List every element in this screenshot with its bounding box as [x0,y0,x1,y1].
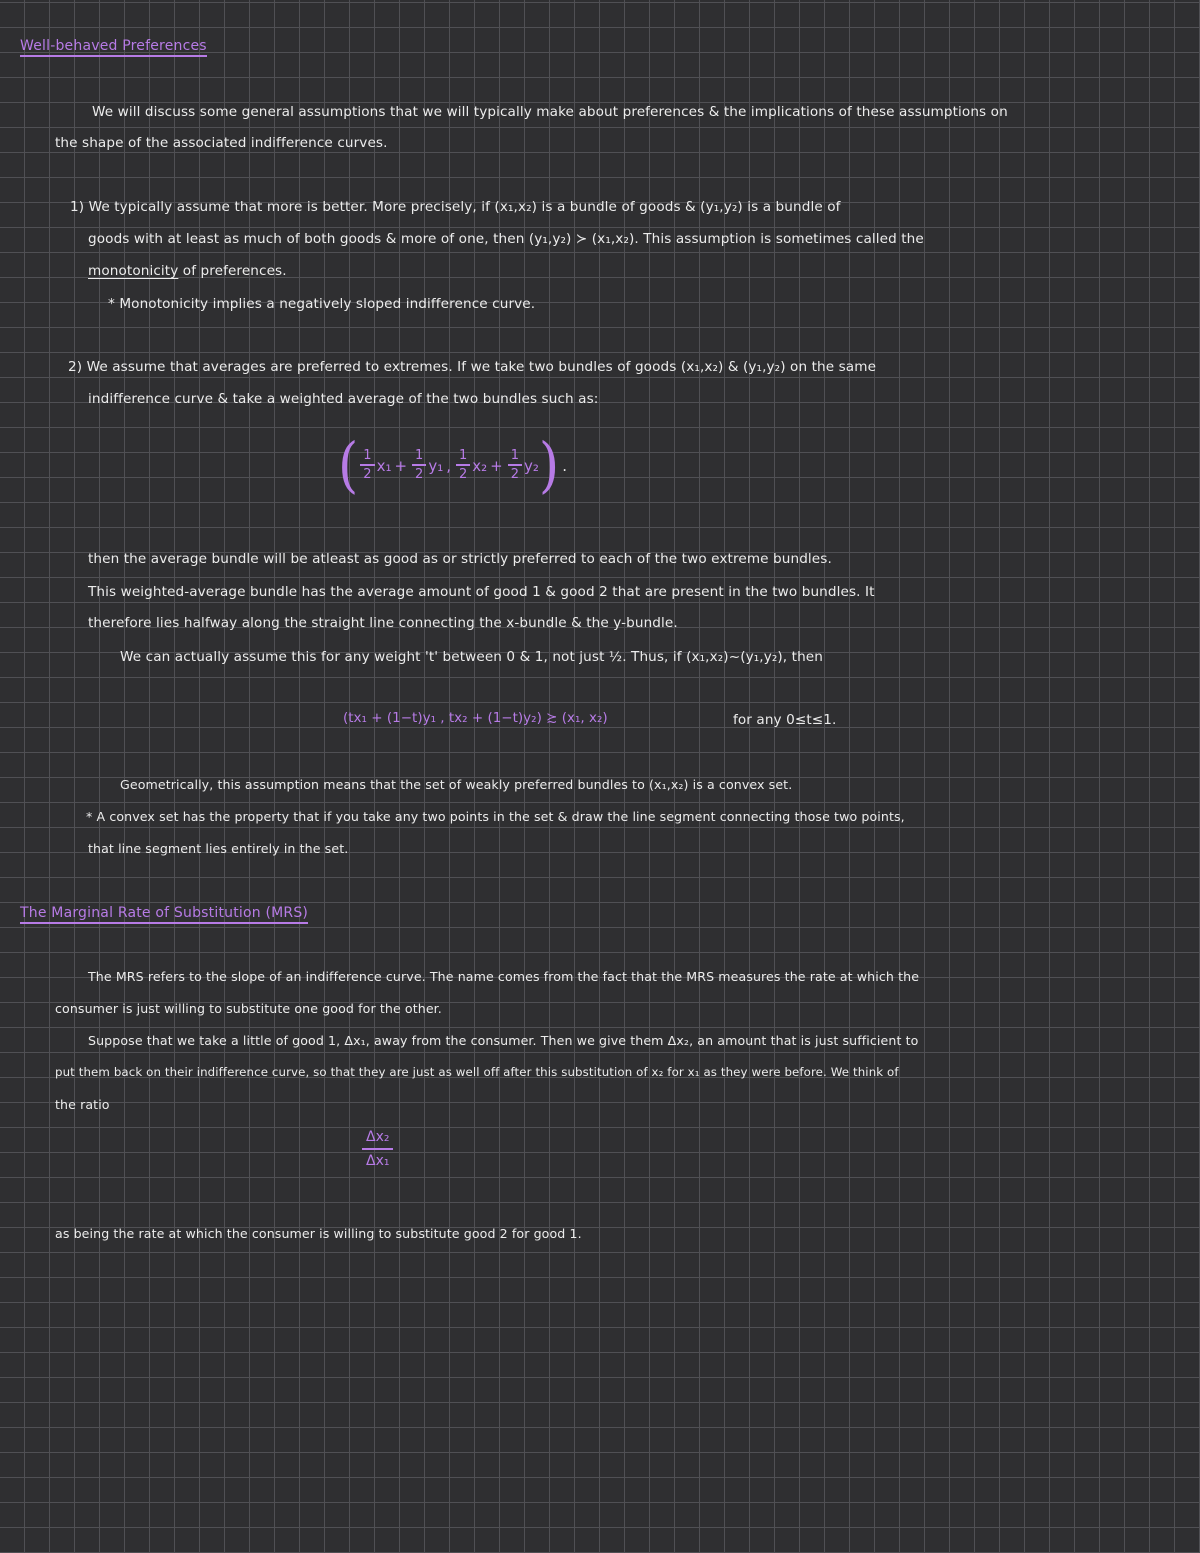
mrs-p2-line-1: Suppose that we take a little of good 1, Δx₁, away from the consumer. Then we give them Δx₂, an amount that is just sufficient to [88,1033,919,1048]
item1-line-2: goods with at least as much of both goods & more of one, then (y₁,y₂) ≻ (x₁,x₂). This assumption is sometimes called the [88,231,924,247]
plus-sign: + [490,457,503,475]
geometric-line: Geometrically, this assumption means that the set of weakly preferred bundles to (x₁,x₂) is a convex set. [120,777,793,792]
formula-term-2: $\frac{1}{2}$ y₁ [410,448,443,484]
item2-line-3: then the average bundle will be atleast as good as or strictly preferred to each of the two extreme bundles. [88,551,832,567]
convex-note-line-2: that line segment lies entirely in the set. [88,841,349,856]
item2-line-1: 2) We assume that averages are preferred to extremes. If we take two bundles of goods (x₁,x₂) & (y₁,y₂) on the same [68,359,877,375]
item1-line-1: 1) We typically assume that more is better. More precisely, if (x₁,x₂) is a bundle of goods & (y₁,y₂) is a bundle of [70,199,841,215]
formula-condition: for any 0≤t≤1. [733,712,837,728]
section-heading-mrs: The Marginal Rate of Substitution (MRS) [20,905,308,924]
plus-sign: + [394,457,408,475]
mrs-p1-line-1: The MRS refers to the slope of an indifference curve. The name comes from the fact that the MRS measures the rate at which the [88,969,920,984]
formula-term-3: $\frac{1}{2}$ x₂ [454,448,487,484]
mrs-ratio [362,1128,393,1172]
section-heading-well-behaved: Well-behaved Preferences [20,38,207,57]
mrs-closing-line: as being the rate at which the consumer is willing to substitute good 2 for good 1. [55,1226,582,1241]
mrs-p2-line-2: put them back on their indifference curve, so that they are just as well off after this substitution of x₂ for x₁ as they were before. We think of [55,1065,899,1079]
fraction-half: $\frac{1}{2}$ [360,448,374,484]
item2-line-6: We can actually assume this for any weight 't' between 0 & 1, not just ½. Thus, if (x₁,x₂)~(y₁,y₂), then [120,649,823,665]
ratio-numerator: Δx₂ [362,1128,393,1150]
fraction-half: $\frac{1}{2}$ [508,448,522,484]
intro-line-1: We will discuss some general assumptions that we will typically make about preferences & the implications of these assumptions on [92,104,1008,120]
item1-line-3 [88,263,287,279]
fraction-half: $\frac{1}{2}$ [412,448,426,484]
item2-line-4: This weighted-average bundle has the average amount of good 1 & good 2 that are present in the two bundles. It [88,584,875,600]
convex-note-line-1: * A convex set has the property that if you take any two points in the set & draw the line segment connecting those two points, [86,809,905,824]
monotonicity-note: * Monotonicity implies a negatively sloped indifference curve. [108,296,536,312]
weighted-average-formula [338,431,570,501]
mrs-p1-line-2: consumer is just willing to substitute one good for the other. [55,1001,442,1016]
formula-term-4: $\frac{1}{2}$ y₂ [506,448,539,484]
formula-right-paren: ) [538,431,560,501]
ratio-denominator: Δx₁ [366,1153,390,1169]
formula-term-1: $\frac{1}{2}$ x₁ [358,448,391,484]
item1-line-3-rest: of preferences. [178,263,287,279]
formula-left-paren: ( [338,431,359,501]
comma: , [446,457,451,475]
formula-period: . [562,457,567,475]
item2-line-2: indifference curve & take a weighted average of the two bundles such as: [88,391,599,407]
fraction-half: $\frac{1}{2}$ [456,448,470,484]
mrs-p2-line-3: the ratio [55,1097,110,1112]
convex-combination-formula: (tx₁ + (1−t)y₁ , tx₂ + (1−t)y₂) ≿ (x₁, x₂) [343,710,608,726]
item2-line-5: therefore lies halfway along the straight line connecting the x-bundle & the y-bundle. [88,615,678,631]
monotonicity-term: monotonicity [88,263,179,279]
intro-line-2: the shape of the associated indifference curves. [55,135,388,151]
